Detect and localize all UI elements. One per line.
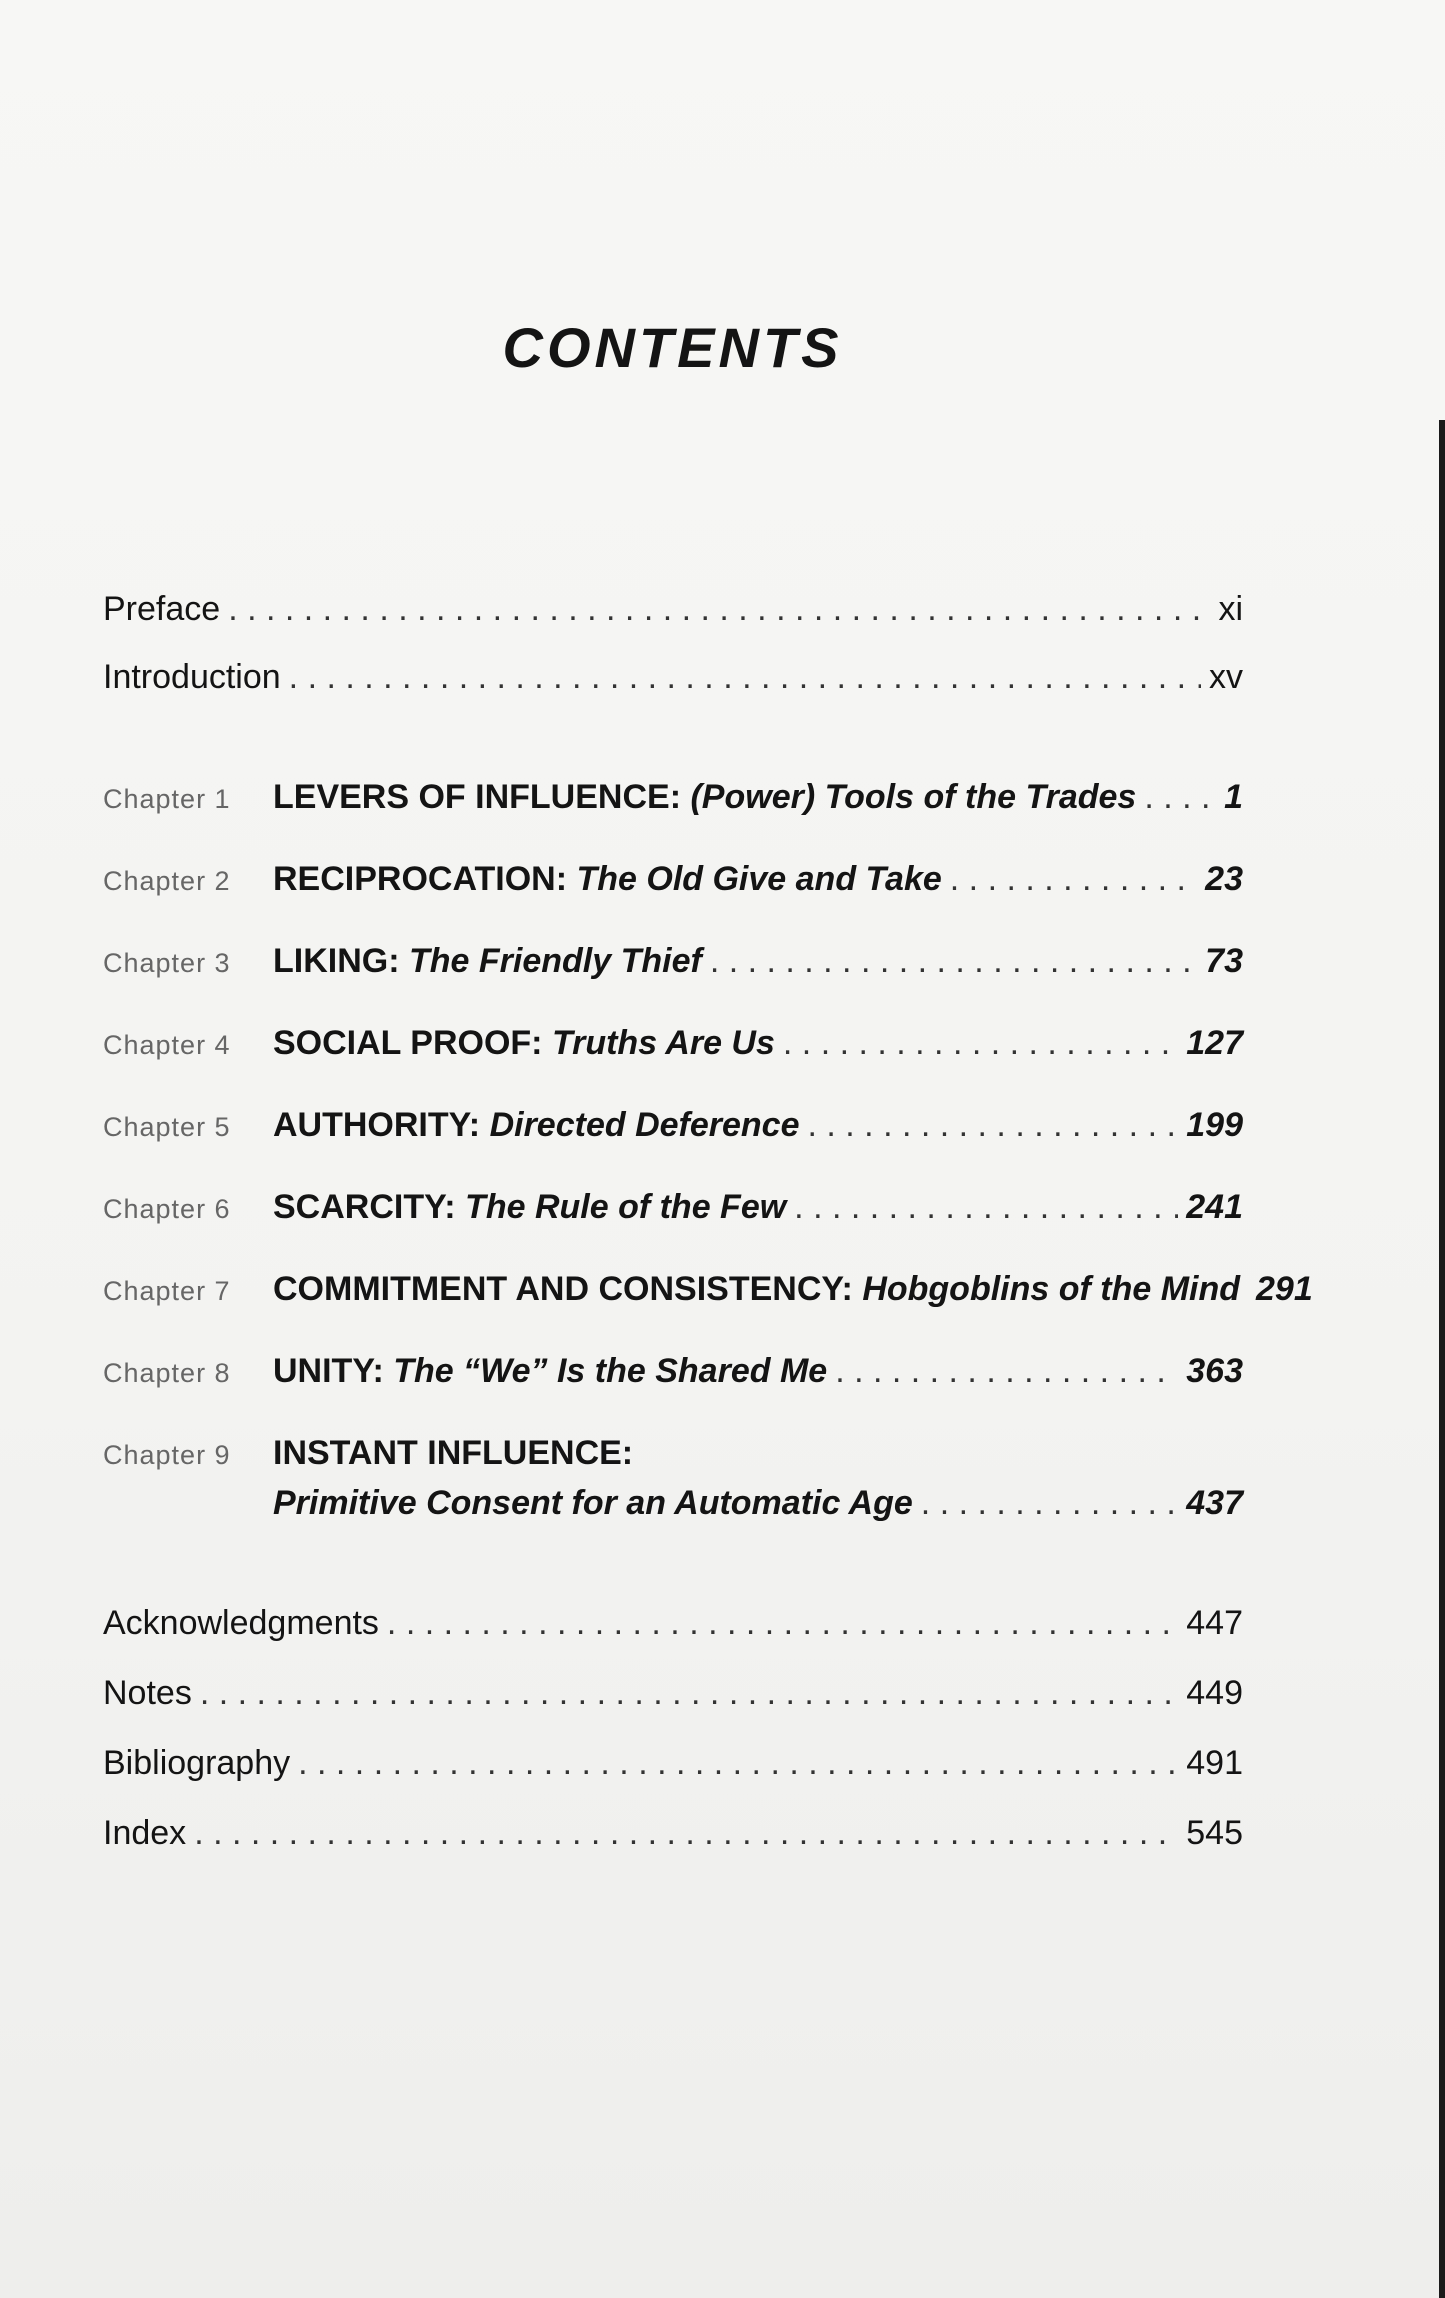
chapter-number: Chapter 7 (103, 1276, 231, 1306)
chapter-title: COMMITMENT AND CONSISTENCY: (273, 1270, 853, 1308)
toc-entry-chapter-3[interactable] (103, 942, 1243, 981)
entry-page: 447 (1186, 1604, 1243, 1642)
chapter-subtitle: (Power) Tools of the Trades (690, 778, 1137, 816)
entry-page: 23 (1205, 860, 1243, 898)
chapter-title: INSTANT INFLUENCE: (273, 1434, 634, 1472)
entry-label: Acknowledgments (103, 1604, 379, 1642)
chapter-number: Chapter 1 (103, 784, 231, 814)
toc-entry-chapter-7[interactable] (103, 1270, 1313, 1309)
toc-entry-chapter-4[interactable] (103, 1024, 1243, 1063)
entry-page: xv (1209, 658, 1243, 696)
toc-entry-chapter-9-subtitle[interactable] (103, 1484, 1243, 1523)
entry-label: Index (103, 1814, 187, 1852)
dot-leader (228, 590, 1210, 629)
dot-leader (710, 942, 1197, 981)
chapter-subtitle: Hobgoblins of the Mind (862, 1270, 1241, 1308)
chapter-number: Chapter 3 (103, 948, 231, 978)
entry-label: Bibliography (103, 1744, 291, 1782)
entry-page: 491 (1186, 1744, 1243, 1782)
toc-entry-chapter-5[interactable] (103, 1106, 1243, 1145)
chapter-subtitle: Primitive Consent for an Automatic Age (273, 1484, 913, 1522)
toc-entry-acknowledgments[interactable] (103, 1604, 1243, 1643)
chapter-title: SOCIAL PROOF: (273, 1024, 543, 1062)
toc-entry-index[interactable] (103, 1814, 1243, 1853)
contents-heading: CONTENTS (502, 316, 843, 379)
toc-entry-introduction[interactable] (103, 658, 1243, 697)
chapter-number: Chapter 9 (103, 1440, 231, 1470)
toc-entry-chapter-8[interactable] (103, 1352, 1243, 1391)
chapter-subtitle: Directed Deference (489, 1106, 800, 1144)
entry-page: 545 (1186, 1814, 1243, 1852)
dot-leader (289, 658, 1201, 697)
entry-page: 291 (1256, 1270, 1313, 1308)
chapter-subtitle: The Old Give and Take (576, 860, 942, 898)
chapter-number: Chapter 4 (103, 1030, 231, 1060)
chapter-number: Chapter 5 (103, 1112, 231, 1142)
toc-entry-chapter-2[interactable] (103, 860, 1243, 899)
entry-page: 449 (1186, 1674, 1243, 1712)
chapter-title: RECIPROCATION: (273, 860, 568, 898)
chapter-subtitle: The Friendly Thief (409, 942, 702, 980)
chapter-subtitle: The “We” Is the Shared Me (393, 1352, 828, 1390)
entry-page: 363 (1186, 1352, 1243, 1390)
dot-leader (200, 1674, 1178, 1713)
dot-leader (783, 1024, 1178, 1063)
entry-page: 199 (1186, 1106, 1243, 1144)
entry-page: 73 (1205, 942, 1243, 980)
entry-label: Introduction (103, 658, 281, 696)
entry-label: Preface (103, 590, 221, 628)
toc-entry-chapter-1[interactable] (103, 778, 1243, 817)
chapter-number: Chapter 6 (103, 1194, 231, 1224)
toc-entry-chapter-6[interactable] (103, 1188, 1243, 1227)
dot-leader (808, 1106, 1179, 1145)
chapter-subtitle: The Rule of the Few (465, 1188, 787, 1226)
page-edge-shadow (1439, 420, 1445, 2298)
toc-entry-notes[interactable] (103, 1674, 1243, 1713)
toc-entry-chapter-9-heading[interactable] (103, 1434, 1243, 1473)
toc-entry-bibliography[interactable] (103, 1744, 1243, 1783)
entry-page: 241 (1186, 1188, 1243, 1226)
chapter-title: LIKING: (273, 942, 400, 980)
dot-leader (298, 1744, 1178, 1783)
dot-leader (387, 1604, 1178, 1643)
chapter-number: Chapter 2 (103, 866, 231, 896)
chapter-title: SCARCITY: (273, 1188, 456, 1226)
entry-page: 437 (1186, 1484, 1243, 1522)
chapter-title: UNITY: (273, 1352, 384, 1390)
chapter-title: AUTHORITY: (273, 1106, 481, 1144)
dot-leader (950, 860, 1197, 899)
dot-leader (1144, 778, 1216, 817)
chapter-title: LEVERS OF INFLUENCE: (273, 778, 682, 816)
chapter-subtitle: Truths Are Us (551, 1024, 775, 1062)
entry-page: 127 (1186, 1024, 1243, 1062)
dot-leader (194, 1814, 1178, 1853)
toc-entry-preface[interactable] (103, 590, 1243, 629)
entry-page: 1 (1224, 778, 1243, 816)
dot-leader (835, 1352, 1178, 1391)
entry-label: Notes (103, 1674, 192, 1712)
dot-leader (794, 1188, 1178, 1227)
chapter-number: Chapter 8 (103, 1358, 231, 1388)
dot-leader (921, 1484, 1178, 1523)
entry-page: xi (1218, 590, 1243, 628)
